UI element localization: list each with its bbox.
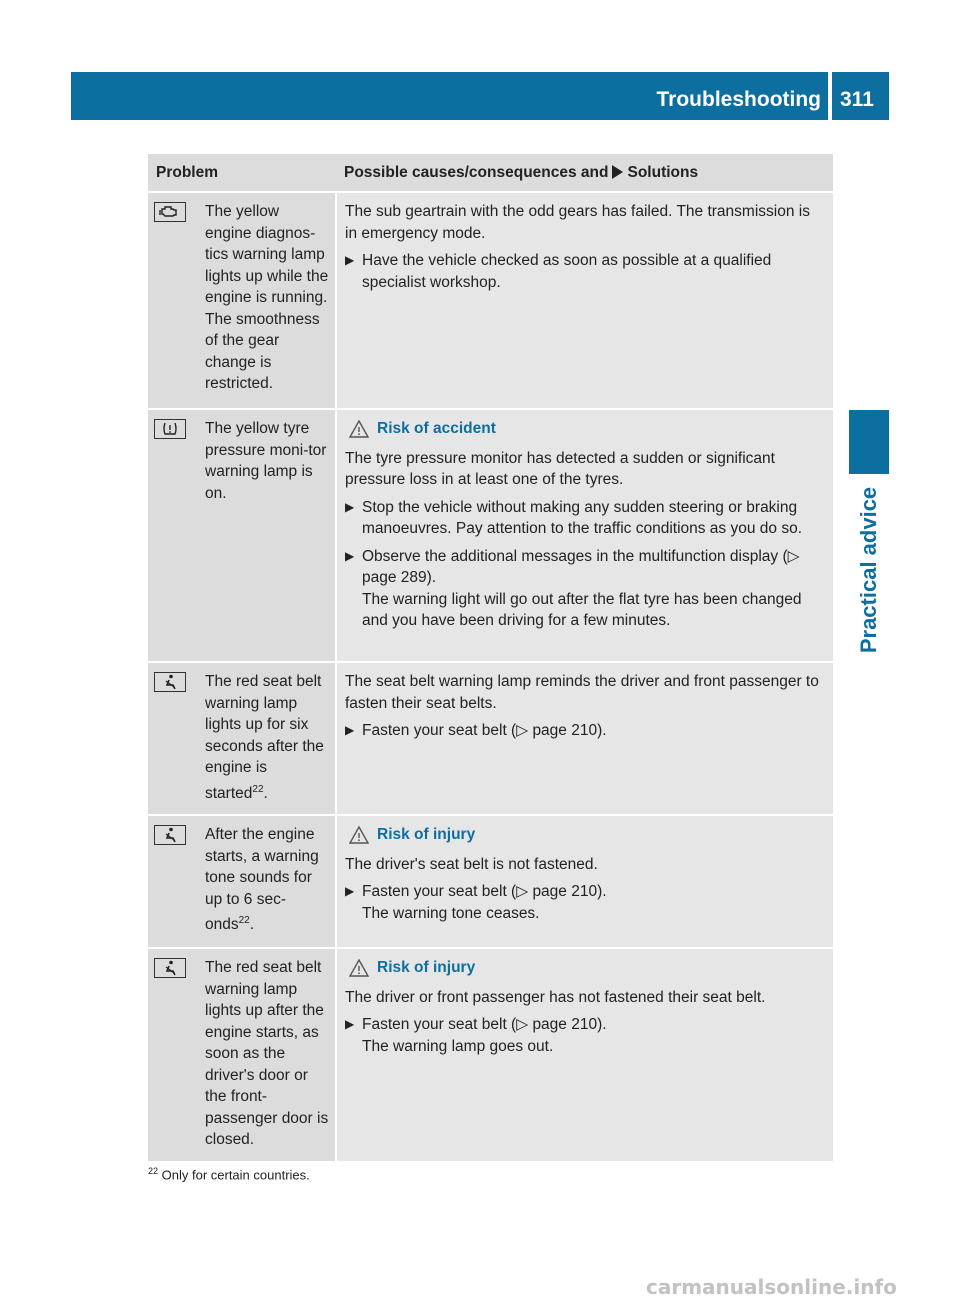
warning-heading: Risk of injury bbox=[349, 824, 825, 846]
step-arrow-icon: ▶ bbox=[345, 884, 355, 899]
seat-belt-icon bbox=[154, 825, 186, 845]
engine-diagnostics-icon bbox=[154, 202, 186, 222]
solution-cell bbox=[336, 409, 833, 662]
table-row bbox=[148, 192, 833, 409]
cause-text: The sub geartrain with the odd gears has failed. The transmission is in emergency mode. bbox=[345, 203, 810, 242]
solution-result: The warning tone ceases. bbox=[362, 904, 540, 922]
table-row bbox=[148, 815, 833, 948]
column-header-solutions: Possible causes/consequences and Solutions bbox=[336, 154, 833, 192]
step-arrow-icon: ▶ bbox=[345, 1017, 355, 1032]
warning-triangle-icon bbox=[349, 420, 369, 438]
cause-text: The driver's seat belt is not fastened. bbox=[345, 855, 598, 873]
solution-step: ▶ Fasten your seat belt (▷ page 210). bbox=[345, 720, 825, 742]
footnote: $^{22}$ Only for certain countries. bbox=[148, 1166, 310, 1183]
chapter-tab-marker bbox=[849, 410, 889, 474]
watermark: carmanualsonline.info bbox=[646, 1275, 897, 1299]
problem-cell bbox=[148, 948, 336, 1162]
seat-belt-icon bbox=[154, 672, 186, 692]
table-row bbox=[148, 662, 833, 815]
step-arrow-icon: ▶ bbox=[345, 723, 355, 737]
page-number: 311 bbox=[840, 88, 874, 111]
table-row bbox=[148, 409, 833, 662]
warning-heading: Risk of accident bbox=[349, 418, 825, 440]
chapter-label bbox=[849, 480, 889, 660]
solution-step: ▶ Observe the additional messages in the multifunction display (▷ page 289). bbox=[345, 546, 825, 589]
warning-triangle-icon bbox=[349, 959, 369, 977]
solution-step: ▶ Fasten your seat belt (▷ page 210). bbox=[345, 1014, 825, 1036]
problem-cell bbox=[148, 662, 336, 815]
step-arrow-icon: ▶ bbox=[345, 499, 355, 514]
warning-heading: Risk of injury bbox=[349, 957, 825, 979]
problem-text: The red seat belt warning lamp lights up for six seconds after the engine is started$^{22}$. bbox=[205, 673, 324, 802]
solution-step: ▶ Stop the vehicle without making any sudden steering or braking manoeuvres. Pay attention to the traffic conditions as you do so. bbox=[345, 497, 825, 540]
column-header-problem: Problem bbox=[148, 154, 336, 192]
problem-cell bbox=[148, 192, 336, 409]
problem-text: The yellow tyre pressure moni-tor warning lamp is on. bbox=[205, 420, 327, 502]
problem-text: After the engine starts, a warning tone sounds for up to 6 sec-onds$^{22}$. bbox=[205, 826, 319, 934]
action-arrow-icon bbox=[612, 165, 623, 179]
warning-triangle-icon bbox=[349, 826, 369, 844]
problem-text: The red seat belt warning lamp lights up after the engine starts, as soon as the driver's door or the front-passenger door is closed. bbox=[205, 959, 329, 1149]
footnote-ref: 22 bbox=[252, 783, 264, 795]
troubleshooting-table bbox=[148, 154, 833, 1163]
solution-cell bbox=[336, 948, 833, 1162]
section-title: Troubleshooting bbox=[656, 88, 821, 111]
solution-cell bbox=[336, 815, 833, 948]
solution-cell bbox=[336, 192, 833, 409]
tyre-pressure-icon bbox=[154, 419, 186, 439]
table-row bbox=[148, 948, 833, 1162]
problem-cell bbox=[148, 409, 336, 662]
header-divider bbox=[828, 72, 832, 120]
cause-text: The driver or front passenger has not fastened their seat belt. bbox=[345, 988, 766, 1006]
problem-text: The yellow engine diagnos-tics warning lamp lights up while the engine is running. The smoothness of the gear change is restricted. bbox=[205, 203, 329, 392]
solution-result: The warning lamp goes out. bbox=[362, 1037, 554, 1055]
step-arrow-icon: ▶ bbox=[345, 253, 355, 267]
solution-result: The warning light will go out after the flat tyre has been changed and you have been driving for a few minutes. bbox=[362, 590, 802, 629]
problem-cell bbox=[148, 815, 336, 948]
step-arrow-icon: ▶ bbox=[345, 548, 355, 563]
table-header-row bbox=[148, 154, 833, 192]
cause-text: The seat belt warning lamp reminds the driver and front passenger to fasten their seat belts. bbox=[345, 673, 819, 712]
cause-text: The tyre pressure monitor has detected a sudden or significant pressure loss in at least one of the tyres. bbox=[345, 449, 775, 488]
seat-belt-icon bbox=[154, 958, 186, 978]
footnote-ref: 22 bbox=[238, 915, 250, 927]
solution-cell bbox=[336, 662, 833, 815]
solution-step: ▶ Have the vehicle checked as soon as possible at a qualified specialist workshop. bbox=[345, 250, 825, 293]
chapter-label-text: Practical advice bbox=[856, 486, 881, 654]
solution-step: ▶ Fasten your seat belt (▷ page 210). bbox=[345, 881, 825, 903]
